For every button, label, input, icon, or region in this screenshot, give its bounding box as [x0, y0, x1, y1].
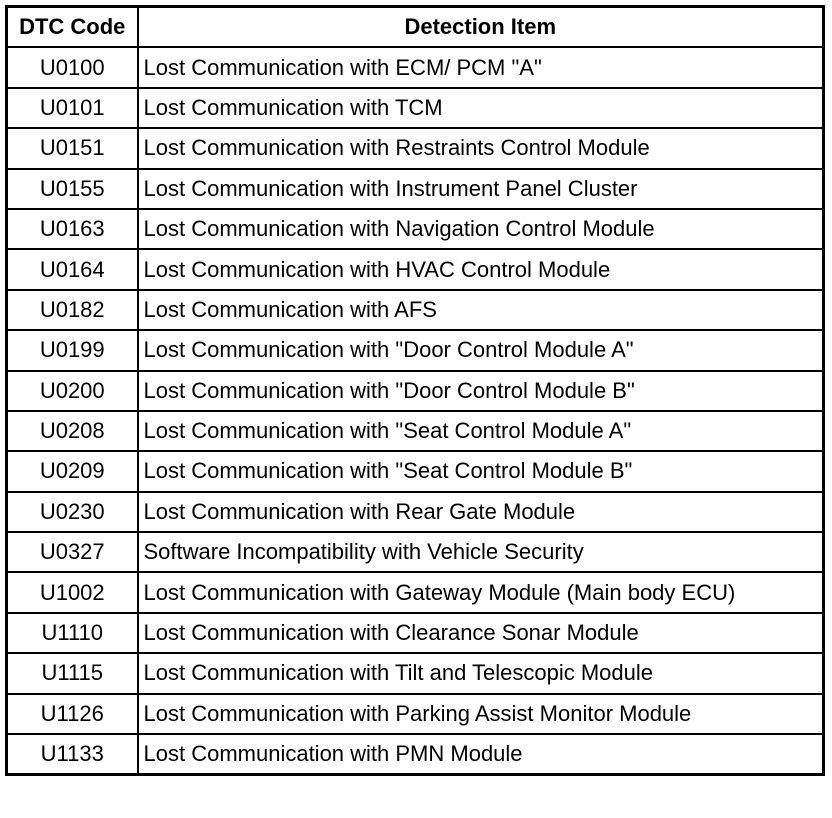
table-row	[7, 451, 824, 491]
detection-item-cell: Lost Communication with TCM	[138, 88, 824, 128]
dtc-code-cell: U0327	[7, 532, 138, 572]
table-row	[7, 371, 824, 411]
table-header	[7, 7, 824, 48]
table-row	[7, 572, 824, 612]
table-row	[7, 169, 824, 209]
table-row	[7, 128, 824, 168]
header-row	[7, 7, 824, 48]
table-row	[7, 492, 824, 532]
dtc-code-cell: U0100	[7, 47, 138, 87]
dtc-code-cell: U0230	[7, 492, 138, 532]
detection-item-cell: Lost Communication with "Door Control Module A"	[138, 330, 824, 370]
detection-item-cell: Lost Communication with AFS	[138, 290, 824, 330]
table-row	[7, 290, 824, 330]
dtc-code-cell: U1002	[7, 572, 138, 612]
detection-item-cell: Lost Communication with Restraints Control Module	[138, 128, 824, 168]
detection-item-cell: Lost Communication with Clearance Sonar Module	[138, 613, 824, 653]
table-row	[7, 613, 824, 653]
dtc-code-cell: U0164	[7, 249, 138, 289]
dtc-code-cell: U0101	[7, 88, 138, 128]
table-row	[7, 653, 824, 693]
dtc-code-cell: U0209	[7, 451, 138, 491]
dtc-code-cell: U0182	[7, 290, 138, 330]
detection-item-cell: Lost Communication with "Seat Control Module B"	[138, 451, 824, 491]
table-row	[7, 411, 824, 451]
dtc-code-cell: U1115	[7, 653, 138, 693]
dtc-code-cell: U0151	[7, 128, 138, 168]
detection-item-cell: Lost Communication with "Seat Control Module A"	[138, 411, 824, 451]
detection-item-cell: Lost Communication with "Door Control Module B"	[138, 371, 824, 411]
detection-item-cell: Lost Communication with Parking Assist Monitor Module	[138, 694, 824, 734]
table-row	[7, 330, 824, 370]
table-row	[7, 694, 824, 734]
detection-item-cell: Lost Communication with Rear Gate Module	[138, 492, 824, 532]
table-row	[7, 734, 824, 775]
detection-item-cell: Lost Communication with Navigation Control Module	[138, 209, 824, 249]
dtc-code-cell: U1126	[7, 694, 138, 734]
dtc-code-cell: U0208	[7, 411, 138, 451]
table-row	[7, 88, 824, 128]
dtc-code-cell: U0200	[7, 371, 138, 411]
table-row	[7, 532, 824, 572]
table-row	[7, 209, 824, 249]
detection-item-cell: Lost Communication with ECM/ PCM "A"	[138, 47, 824, 87]
table-row	[7, 249, 824, 289]
dtc-code-cell: U1110	[7, 613, 138, 653]
table-body	[7, 47, 824, 775]
detection-item-cell: Lost Communication with PMN Module	[138, 734, 824, 775]
detection-item-cell: Lost Communication with Gateway Module (Main body ECU)	[138, 572, 824, 612]
dtc-table	[5, 5, 825, 776]
dtc-code-cell: U0163	[7, 209, 138, 249]
header-detection-item: Detection Item	[138, 7, 824, 48]
detection-item-cell: Lost Communication with HVAC Control Module	[138, 249, 824, 289]
detection-item-cell: Lost Communication with Tilt and Telescopic Module	[138, 653, 824, 693]
detection-item-cell: Lost Communication with Instrument Panel Cluster	[138, 169, 824, 209]
dtc-code-cell: U0155	[7, 169, 138, 209]
dtc-code-cell: U1133	[7, 734, 138, 775]
detection-item-cell: Software Incompatibility with Vehicle Security	[138, 532, 824, 572]
header-dtc-code: DTC Code	[7, 7, 138, 48]
table-row	[7, 47, 824, 87]
dtc-code-cell: U0199	[7, 330, 138, 370]
